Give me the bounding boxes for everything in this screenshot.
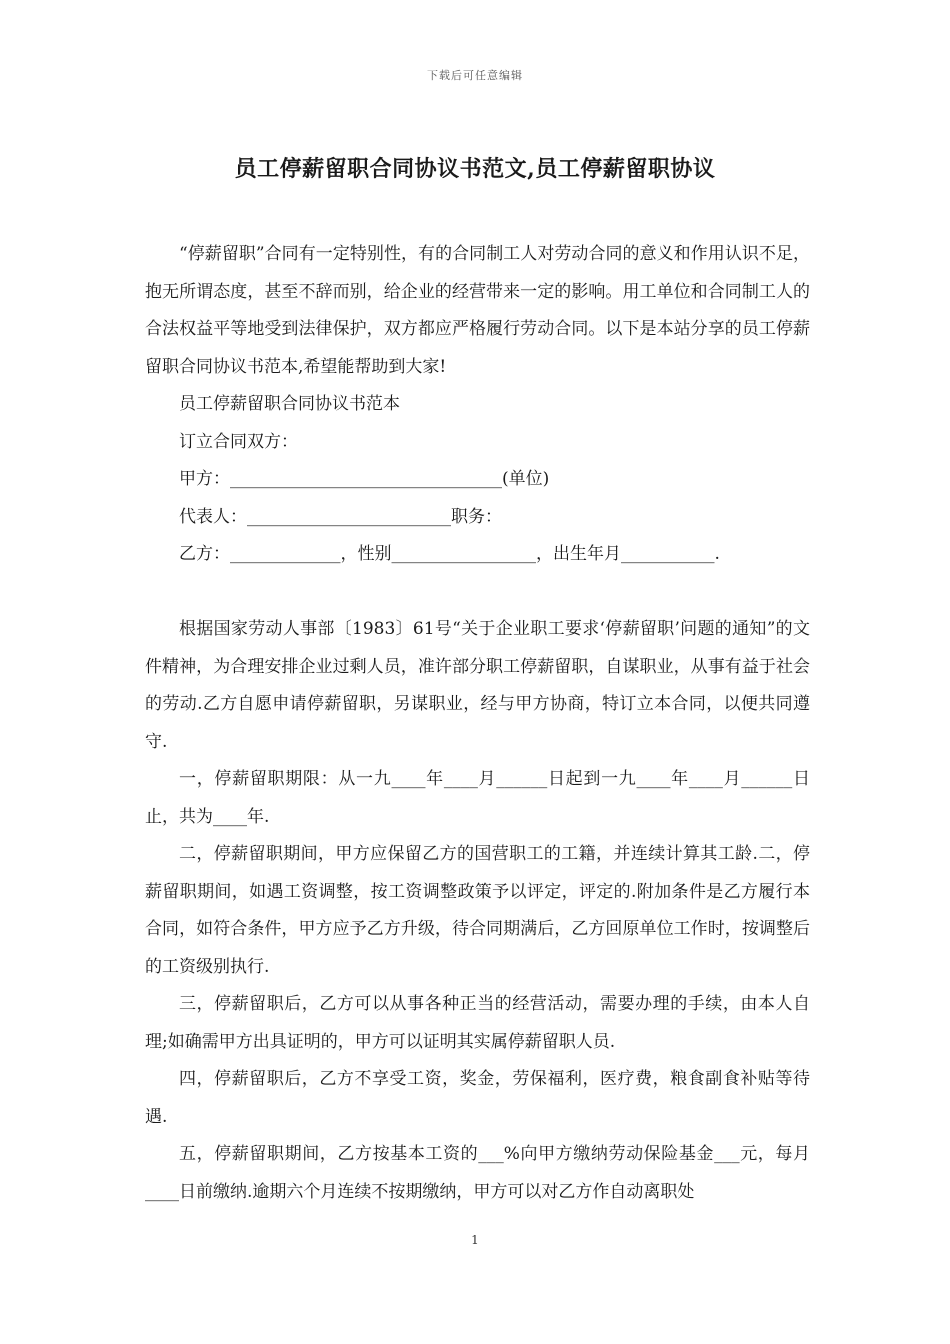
page-number: 1 <box>471 1233 479 1247</box>
basis-paragraph: 根据国家劳动人事部〔1983〕61号“关于企业职工要求‘停薪留职’问题的通知”的文件精神，为合理安排企业过剩人员，准许部分职工停薪留职，自谋职业，从事有益于社会的劳动.乙方自愿申请停薪留职，另谋职业，经与甲方协商，特订立本合同，以便共同遵守. <box>145 619 810 752</box>
party-b-line: 乙方：_____________，性别_________________，出生年月___________. <box>179 544 720 564</box>
header-note: 下载后可任意编辑 <box>427 69 523 82</box>
parties-label: 订立合同双方： <box>179 431 298 452</box>
intro-paragraph: “停薪留职”合同有一定特别性，有的合同制工人对劳动合同的意义和作用认识不足，抱无所谓态度，甚至不辞而别，给企业的经营带来一定的影响。用工单位和合同制工人的合法权益平等地受到法律保护，双方都应严格履行劳动合同。以下是本站分享的员工停薪留职合同协议书范本,希望能帮助到大家! <box>145 244 810 377</box>
clause-1: 一，停薪留职期限：从一九____年____月______日起到一九____年____月______日止，共为____年. <box>145 769 810 827</box>
document-body <box>145 236 810 1211</box>
party-a-line: 甲方：________________________________(单位) <box>179 469 550 489</box>
clause-5: 五，停薪留职期间，乙方按基本工资的___%向甲方缴纳劳动保险基金___元，每月____日前缴纳.逾期六个月连续不按期缴纳，甲方可以对乙方作自动离职处 <box>145 1144 810 1202</box>
clause-3: 三，停薪留职后，乙方可以从事各种正当的经营活动，需要办理的手续，由本人自理;如确需甲方出具证明的，甲方可以证明其实属停薪留职人员. <box>145 994 810 1052</box>
template-heading: 员工停薪留职合同协议书范本 <box>179 394 400 414</box>
clause-2: 二，停薪留职期间，甲方应保留乙方的国营职工的工籍，并连续计算其工龄.二，停薪留职期间，如遇工资调整，按工资调整政策予以评定，评定的.附加条件是乙方履行本合同，如符合条件，甲方应予乙方升级，待合同期满后，乙方回原单位工作时，按调整后的工资级别执行. <box>145 844 810 977</box>
clause-4: 四，停薪留职后，乙方不享受工资，奖金，劳保福利，医疗费，粮食副食补贴等待遇. <box>145 1069 810 1127</box>
representative-line: 代表人：________________________职务： <box>179 506 502 527</box>
document-title: 员工停薪留职合同协议书范文,员工停薪留职协议 <box>234 156 716 182</box>
